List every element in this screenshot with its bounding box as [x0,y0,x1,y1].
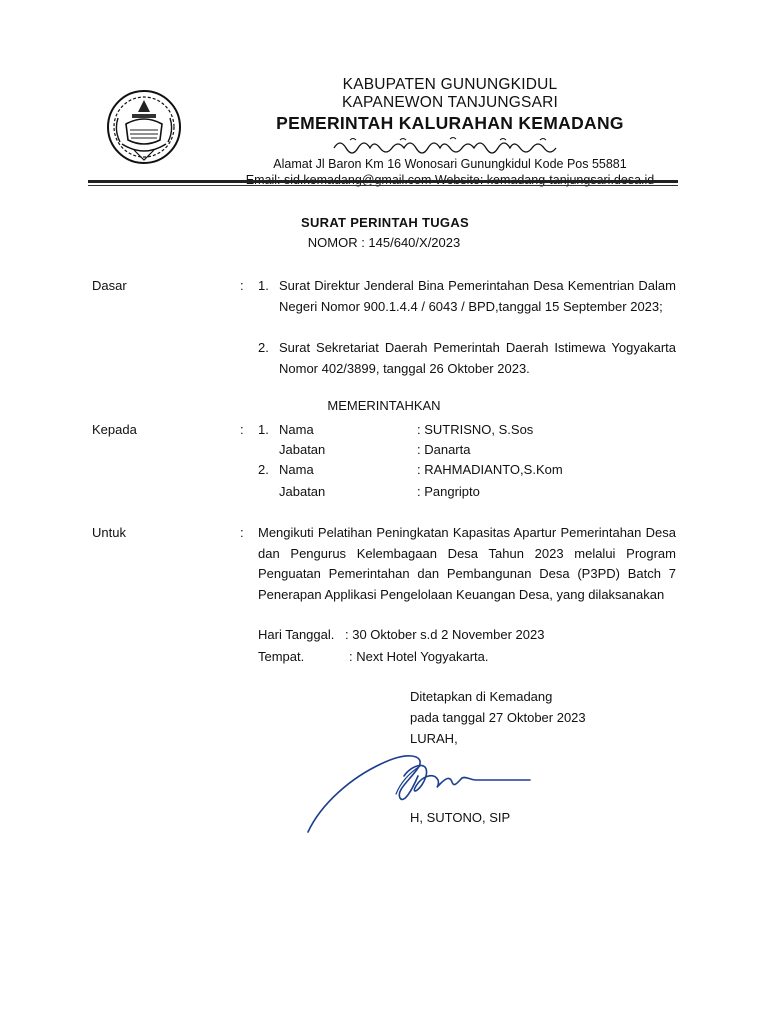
event-place-value: : Next Hotel Yogyakarta. [349,649,489,664]
letterhead-rule-thick [88,180,678,183]
dasar-item-text: Surat Direktur Jenderal Bina Pemerintahan Desa Kementrian Dalam Negeri Nomor 900.1.4.4 / 6043 / BPD,tanggal 15 September 2023; [279,278,676,314]
signature-block [410,686,586,749]
letterhead [92,70,676,182]
person-number: 2. [258,462,269,477]
person-name-label: Nama [279,462,314,477]
regency-seal-icon [104,84,184,170]
person-name: : SUTRISNO, S.Sos [417,422,534,437]
untuk-text: Mengikuti Pelatihan Peningkatan Kapasitas Apartur Pemerintahan Desa dan Pengurus Kelembagaan Desa Tahun 2023 melalui Program Penguatan Pemerintahan dan Pembangunan Desa (P3PD) Batch 7 Penerapan Applikasi Pengelolaan Keuangan Desa, yang dilaksanakan [258,525,676,602]
document-number: NOMOR : 145/640/X/2023 [307,235,461,250]
dasar-label: Dasar [92,278,127,293]
dasar-colon: : [240,278,244,293]
memerintahkan-heading: MEMERINTAHKAN [327,398,441,413]
signer-title: LURAH, [410,731,458,746]
kepada-colon: : [240,422,244,437]
title-block [0,214,768,254]
person-position: : Danarta [417,442,471,457]
person-name: : RAHMADIANTO,S.Kom [417,462,563,477]
issued-date: pada tanggal 27 Oktober 2023 [410,710,586,725]
kepada-label: Kepada [92,422,137,437]
letterhead-text [220,76,680,188]
event-date-label: Hari Tanggal. [258,627,335,642]
untuk-colon: : [240,525,244,540]
document-title: SURAT PERINTAH TUGAS [300,215,470,230]
issued-place: Ditetapkan di Kemadang [410,689,553,704]
letterhead-rule-thin [88,185,678,186]
untuk-label: Untuk [92,525,126,540]
person-name-label: Nama [279,422,314,437]
person-position-label: Jabatan [279,484,326,499]
district-name: KAPANEWON TANJUNGSARI [341,94,559,111]
dasar-item-number: 2. [258,340,269,355]
person-number: 1. [258,422,269,437]
dasar-item-number: 1. [258,278,269,293]
javanese-script-logo [330,134,570,156]
office-address: Alamat Jl Baron Km 16 Wonosari Gunungkidul Kode Pos 55881 [273,157,627,171]
regency-name: KABUPATEN GUNUNGKIDUL [342,76,558,93]
person-position-label: Jabatan [279,442,326,457]
event-place-label: Tempat. [258,649,305,664]
dasar-item-text: Surat Sekretariat Daerah Pemerintah Daerah Istimewa Yogyakarta Nomor 402/3899, tanggal 26 Oktober 2023. [279,340,676,376]
event-date-value: : 30 Oktober s.d 2 November 2023 [345,627,545,642]
village-government-name: PEMERINTAH KALURAHAN KEMADANG [276,113,624,133]
signer-name: H, SUTONO, SIP [410,810,511,825]
person-position: : Pangripto [417,484,480,499]
